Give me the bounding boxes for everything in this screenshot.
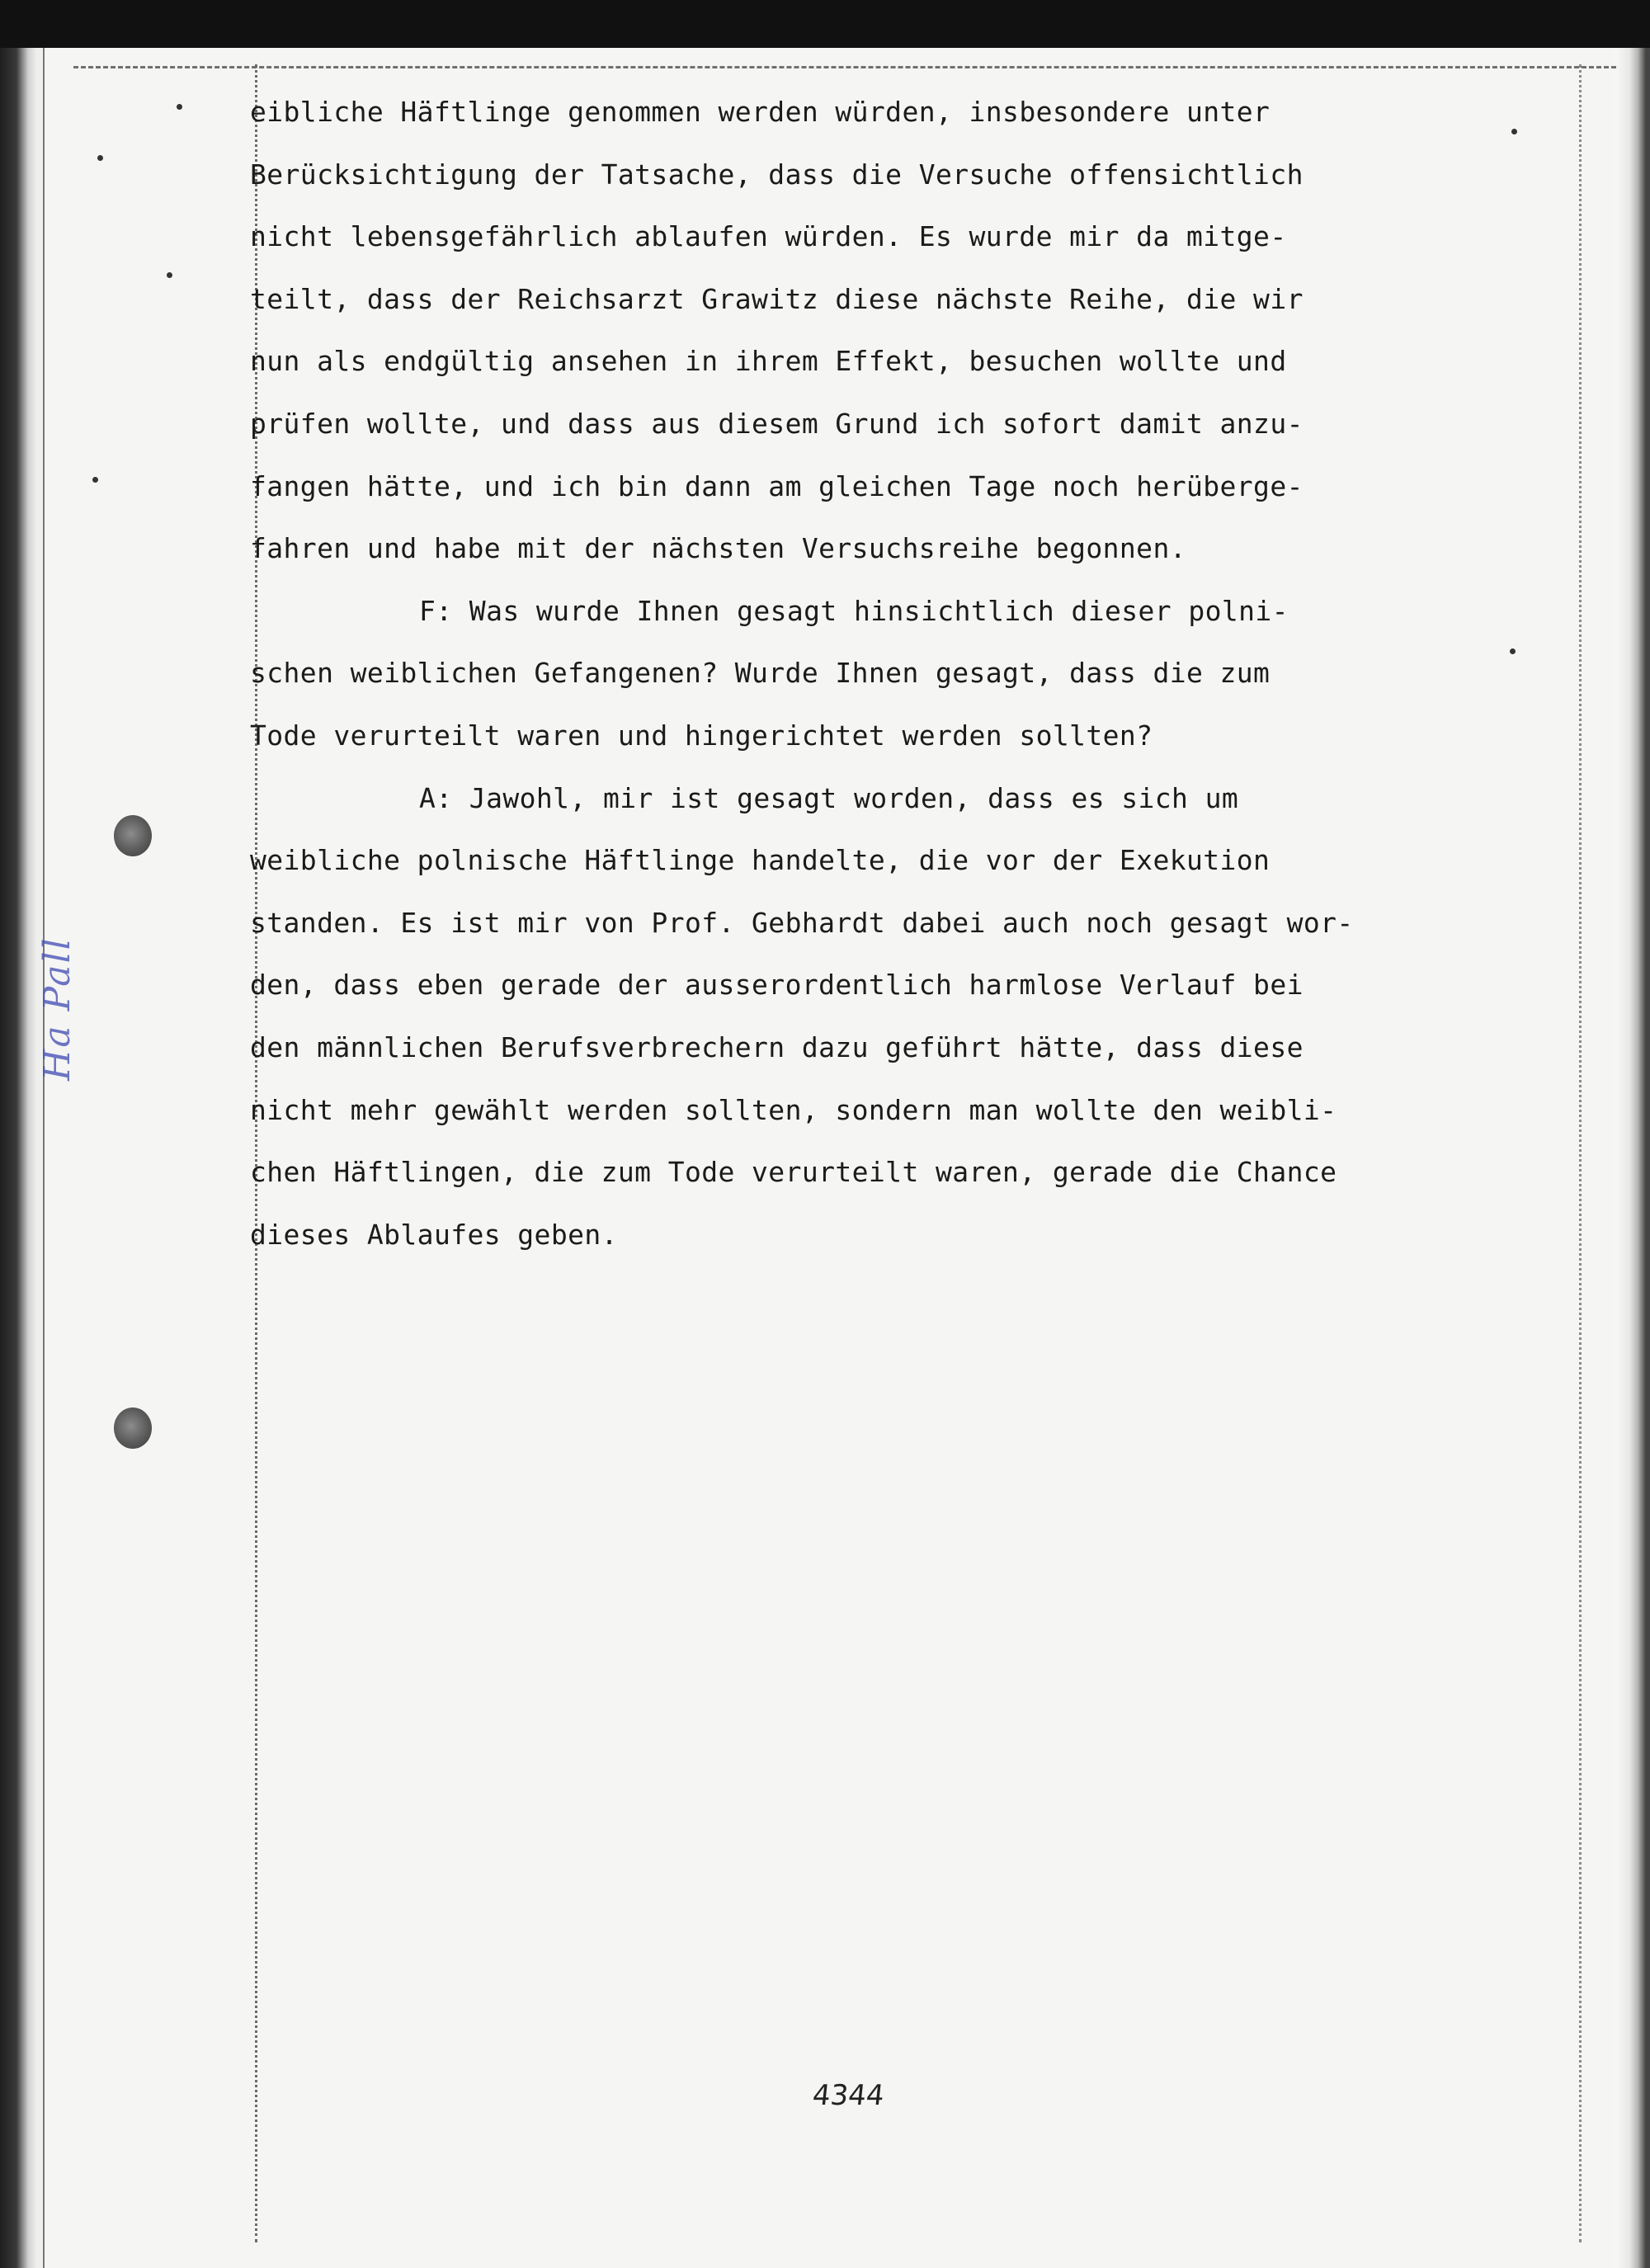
- margin-speck: [97, 155, 103, 161]
- margin-speck: [92, 477, 98, 483]
- text-line: nicht lebensgefährlich ablaufen würden. Es wurde mir da mitge-: [250, 220, 1287, 253]
- text-line: den männlichen Berufsverbrechern dazu geführt hätte, dass diese: [250, 1030, 1304, 1063]
- margin-speck: [1511, 129, 1517, 134]
- page-number: 4344: [810, 2079, 886, 2112]
- punch-hole-top: [114, 815, 152, 856]
- text-line: nicht mehr gewählt werden sollten, sondern man wollte den weibli-: [250, 1093, 1337, 1126]
- answer-line: A: Jawohl, mir ist gesagt worden, dass es sich um: [419, 781, 1239, 814]
- text-line: dieses Ablaufes geben.: [250, 1218, 618, 1251]
- text-line: fangen hätte, und ich bin dann am gleichen Tage noch herüberge-: [250, 469, 1304, 502]
- text-line: den, dass eben gerade der ausserordentlich harmlose Verlauf bei: [250, 969, 1304, 1002]
- text-line: weibliche polnische Häftlinge handelte, die vor der Exekution: [250, 844, 1270, 877]
- text-line: chen Häftlingen, die zum Tode verurteilt waren, gerade die Chance: [250, 1156, 1337, 1189]
- text-line: schen weiblichen Gefangenen? Wurde Ihnen gesagt, dass die zum: [250, 657, 1270, 690]
- scanner-top-edge: [0, 0, 1650, 48]
- margin-speck: [167, 272, 172, 278]
- right-margin-rule: [1579, 64, 1582, 2242]
- text-line: eibliche Häftlinge genommen werden würden, insbesondere unter: [250, 96, 1270, 128]
- text-line: teilt, dass der Reichsarzt Grawitz diese nächste Reihe, die wir: [250, 282, 1304, 315]
- typewritten-body: [250, 81, 1504, 1266]
- text-line: nun als endgültig ansehen in ihrem Effekt, besuchen wollte und: [250, 345, 1287, 378]
- text-line: fahren und habe mit der nächsten Versuchsreihe begonnen.: [250, 532, 1186, 565]
- margin-speck: [1510, 648, 1516, 654]
- text-line: standen. Es ist mir von Prof. Gebhardt dabei auch noch gesagt wor-: [250, 906, 1354, 939]
- punch-hole-bottom: [114, 1407, 152, 1449]
- text-line: prüfen wollte, und dass aus diesem Grund ich sofort damit anzu-: [250, 407, 1304, 440]
- text-line: Berücksichtigung der Tatsache, dass die Versuche offensichtlich: [250, 158, 1304, 191]
- question-line: F: Was wurde Ihnen gesagt hinsichtlich dieser polni-: [419, 594, 1289, 627]
- text-line: Tode verurteilt waren und hingerichtet werden sollten?: [250, 719, 1153, 752]
- handwritten-margin-annotation: Ha Pall: [36, 936, 78, 1081]
- margin-speck: [177, 104, 182, 110]
